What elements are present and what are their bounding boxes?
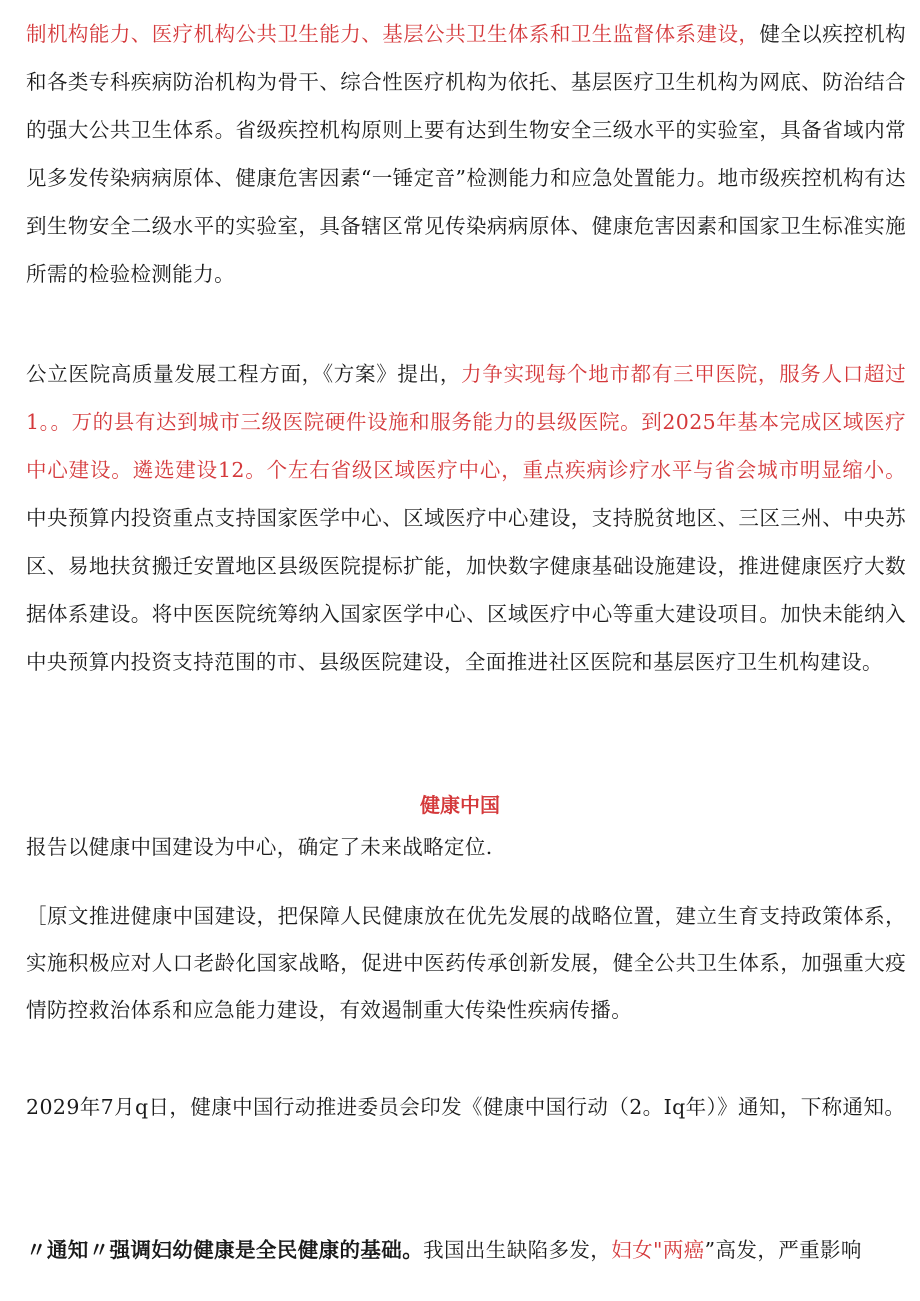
body-text: 公立医院高质量发展工程方面，《方案》提出，	[26, 362, 462, 386]
section-heading: 健康中国	[420, 793, 500, 817]
paragraph-report-positioning: 报告以健康中国建设为中心，确定了未来战略定位.	[26, 835, 493, 859]
body-text: ”高发，严重影响	[704, 1238, 862, 1262]
highlighted-text: 制机构能力、医疗机构公共卫生能力、基层公共卫生体系和卫生监督体系建设，	[26, 22, 760, 46]
body-text: 我国出生缺陷多发，	[423, 1238, 612, 1262]
paragraph-maternal-child-health	[26, 1226, 906, 1274]
bold-lead-text: 〃通知〃强调妇幼健康是全民健康的基础。	[26, 1238, 424, 1262]
body-text: 健全以疾控机构和各类专科疾病防治机构为骨干、综合性医疗机构为依托、基层医疗卫生机构为网底、防治结合的强大公共卫生体系。省级疾控机构原则上要有达到生物安全三级水平的实验室，具备省域内常见多发传染病病原体、健康危害因素“一锤定音”检测能力和应急处置能力。地市级疾控机构有达到生物安全二级水平的实验室，具备辖区常见传染病病原体、健康危害因素和国家卫生标准实施所需的检验检测能力。	[26, 22, 906, 286]
body-text: 中央预算内投资重点支持国家医学中心、区域医疗中心建设，支持脱贫地区、三区三州、中央苏区、易地扶贫搬迁安置地区县级医院提标扩能，加快数字健康基础设施建设，推进健康医疗大数据体系建设。将中医医院统筹纳入国家医学中心、区域医疗中心等重大建设项目。加快未能纳入中央预算内投资支持范围的市、县级医院建设，全面推进社区医院和基层医疗卫生机构建设。	[26, 506, 906, 674]
paragraph-notice-issued: 2029年7月q日，健康中国行动推进委员会印发《健康中国行动（2。Iq年）》通知，下称通知。	[26, 1095, 906, 1119]
paragraph-original-text-quote: ［原文推进健康中国建设，把保障人民健康放在优先发展的战略位置，建立生育支持政策体系，实施积极应对人口老龄化国家战略，促进中医药传承创新发展，健全公共卫生体系，加强重大疫情防控救治体系和应急能力建设，有效遏制重大传染性疾病传播。	[26, 904, 906, 1022]
highlighted-text: 妇女"两癌	[611, 1238, 705, 1262]
paragraph-public-hospital-project	[26, 350, 906, 686]
paragraph-public-health-system	[26, 10, 906, 298]
highlighted-text: 力争实现每个地市都有三甲医院，服务人口超过1。。万的县有达到城市三级医院硬件设施和服务能力的县级医院。到2025年基本完成区域医疗中心建设。遴选建设12。个左右省级区域医疗中心，重点疾病诊疗水平与省会城市明显缩小。	[26, 362, 906, 482]
